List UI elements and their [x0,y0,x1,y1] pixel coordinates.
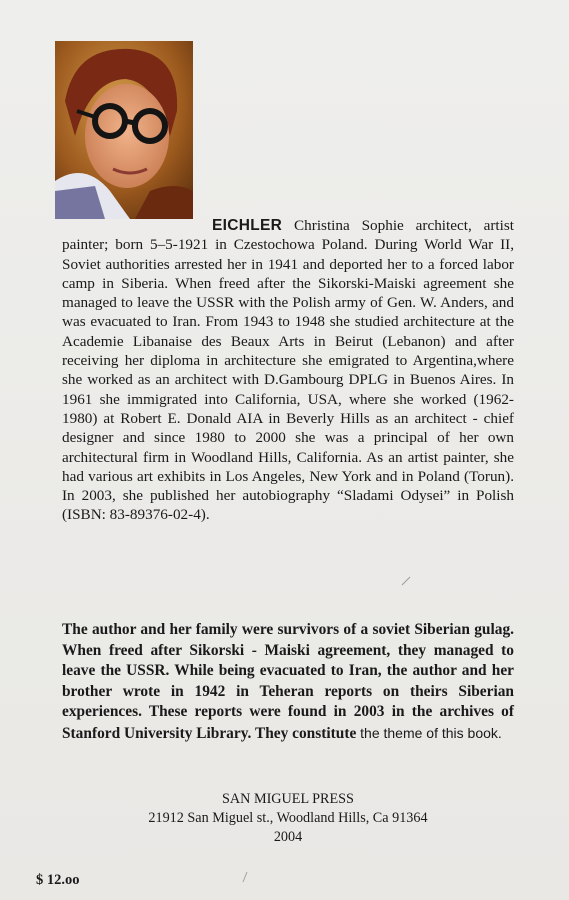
price-label: $ 12.oo [36,872,80,888]
summary-tail: the theme of this book. [360,724,502,741]
scratch-mark-icon [400,575,412,587]
biography-text: Christina Sophie architect, artist painter; born 5–5-1921 in Czestochowa Poland. During World War II, Soviet authorities arrested her in 1941 and deported her to a forced labor camp in Siberia. When freed after the Sikorski-Maiski agreement she managed to leave the USSR with the Polish army of Gen. W. Anders, and was evacuated to Iran. From 1943 to 1948 she studied architecture at the Academie Libanaise des Beaux Arts in Beirut (Lebanon) and after receiving her diploma in architecture she emigrated to Argentina,where she worked as an architect with D.Gambourg DPLG in Buenos Aires. In 1961 she immigrated into California, USA, where she worked (1962-1980) at Robert E. Donald AIA in Beverly Hills as an architect - chief designer and since 1980 to 2000 she was a principal of her own architectural firm in Woodland Hills, California. As an artist painter, she had various art exhibits in Los Angeles, New York and in Poland (Torun). In 2003, she published her autobiography “Sladami Odysei” in Polish (ISBN: 83-89376-02-4). [62,217,515,524]
summary-text: The author and her family were survivors of a soviet Siberian gulag. When freed after Sikorski - Maiski agreement, they managed to leave the USSR. While being evacuated to Iran, the author and her brother wrote in 1942 in Teheran reports on theirs Siberian experiences. These reports were found in 2003 in the archives of Stanford University Library. They constitute [62,621,514,742]
scratch-mark-icon [240,870,250,884]
publication-year: 2004 [273,829,303,845]
publisher-name: SAN MIGUEL PRESS [222,791,354,807]
publisher-address: 21912 San Miguel st., Woodland Hills, Ca 91364 [148,810,428,826]
author-biography [62,216,514,525]
author-portrait-icon [55,41,193,219]
publisher-block [62,790,514,847]
book-summary [62,620,514,744]
author-surname: EICHLER [212,217,283,234]
author-photo [55,41,193,219]
